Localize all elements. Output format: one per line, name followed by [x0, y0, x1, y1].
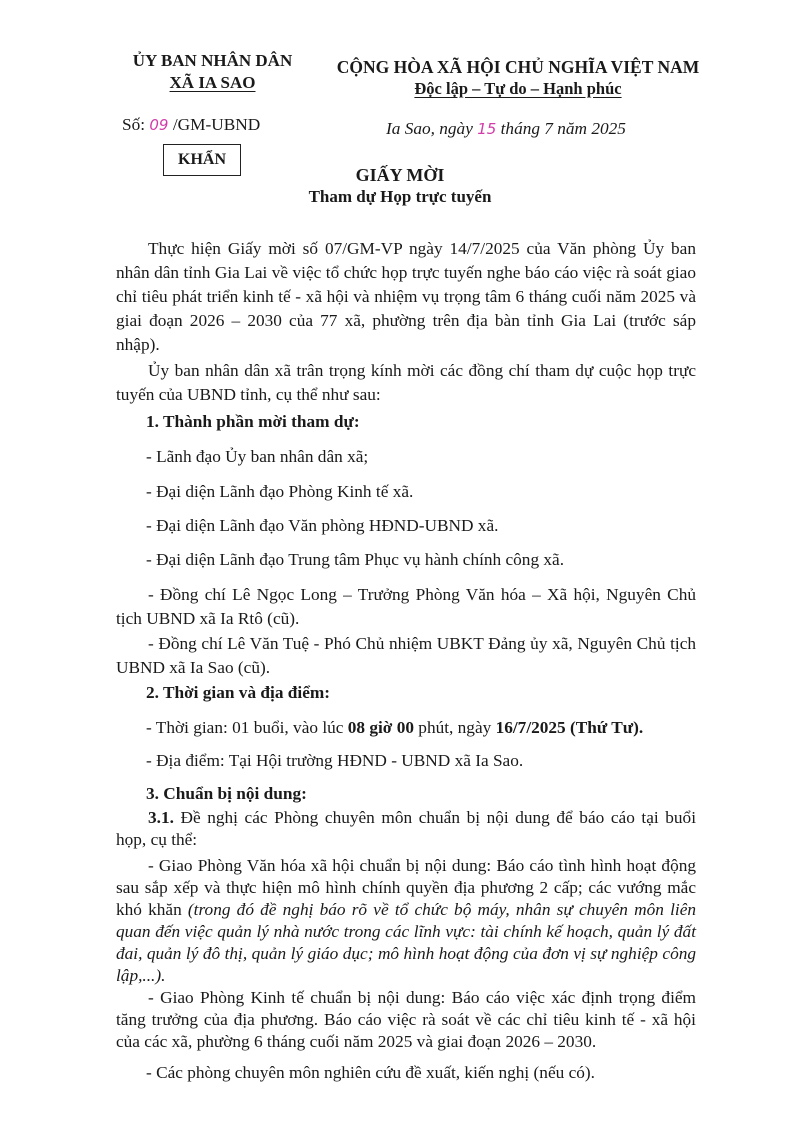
- document-title: GIẤY MỜI: [355, 165, 445, 185]
- doc-no-suffix: /GM-UBND: [172, 115, 261, 134]
- document-subtitle: Tham dự Họp trực tuyến: [308, 187, 492, 206]
- section-3-1-text: Đề nghị các Phòng chuyên môn chuẩn bị nội dung để báo cáo tại buổi họp, cụ thể:: [116, 808, 696, 849]
- attendee-item: - Lãnh đạo Ủy ban nhân dân xã;: [146, 447, 369, 466]
- culture-task-note: (trong đó đề nghị báo rõ về tổ chức bộ máy, nhân sự chuyên môn liên quan đến việc quản lý nhà nước trong các lĩnh vực: tài chính kế hoạch, quản lý đất đai, quản lý đô thị, quản lý giáo dục; mô hình hoạt động của đơn vị sự nghiệp công lập,...).: [116, 900, 697, 985]
- doc-no-prefix: Số:: [122, 115, 146, 134]
- proposal-note: - Các phòng chuyên môn nghiên cứu đề xuất, kiến nghị (nếu có).: [146, 1063, 595, 1082]
- intro-paragraph-2: Ủy ban nhân dân xã trân trọng kính mời các đồng chí tham dự cuộc họp trực tuyến của UBND tỉnh, cụ thể như sau:: [116, 361, 696, 404]
- meeting-time: [146, 716, 643, 740]
- date-suffix: tháng 7 năm 2025: [500, 119, 626, 138]
- nation-line2: Độc lập – Tự do – Hạnh phúc: [414, 79, 622, 98]
- doc-no-handwritten: 09: [149, 116, 169, 134]
- section-3-heading: 3. Chuẩn bị nội dung:: [146, 784, 307, 803]
- date-prefix: Ia Sao, ngày: [386, 119, 473, 138]
- national-motto: [318, 56, 718, 100]
- agency-line2: XÃ IA SAO: [169, 73, 256, 92]
- nation-line1: CỘNG HÒA XÃ HỘI CHỦ NGHĨA VIỆT NAM: [336, 57, 700, 77]
- culture-dept-task: [116, 855, 696, 987]
- attendee-item: - Đại diện Lãnh đạo Trung tâm Phục vụ hành chính công xã.: [146, 550, 565, 569]
- section-3-1-paragraph: [116, 807, 696, 851]
- intro-paragraph-1: Thực hiện Giấy mời số 07/GM-VP ngày 14/7/2025 của Văn phòng Ủy ban nhân dân tỉnh Gia Lai về việc tổ chức họp trực tuyến nghe báo cáo việc rà soát giao chỉ tiêu phát triển kinh tế - xã hội và nhiệm vụ trọng tâm 6 tháng cuối năm 2025 và giai đoạn 2026 – 2030 của 77 xã, phường trên địa bàn tỉnh Gia Lai (trước sáp nhập).: [116, 239, 696, 354]
- attendee-item: - Đại diện Lãnh đạo Phòng Kinh tế xã.: [146, 482, 414, 501]
- attendee-item: - Đồng chí Lê Ngọc Long – Trưởng Phòng Văn hóa – Xã hội, Nguyên Chủ tịch UBND xã Ia Rtô (cũ).: [116, 585, 696, 628]
- agency-name: [110, 50, 315, 94]
- document-date: [386, 117, 626, 141]
- time-date: 16/7/2025 (Thứ Tư).: [495, 718, 644, 737]
- section-1-heading: 1. Thành phần mời tham dự:: [146, 412, 360, 431]
- meeting-place: - Địa điểm: Tại Hội trường HĐND - UBND xã Ia Sao.: [146, 751, 524, 770]
- section-2-heading: 2. Thời gian và địa điểm:: [146, 683, 331, 702]
- section-3-1-number: 3.1.: [148, 808, 174, 827]
- time-prefix: - Thời gian: 01 buổi, vào lúc: [146, 718, 348, 737]
- culture-task-text: - Giao Phòng Văn hóa xã hội chuẩn bị nội dung: Báo cáo tình hình hoạt động sau sắp xếp và thực hiện mô hình chính quyền địa phương 2 cấp; các vướng mắc khó khăn: [116, 856, 696, 919]
- time-mid: phút, ngày: [413, 718, 496, 737]
- urgency-stamp: KHẨN: [163, 144, 241, 176]
- attendee-item: - Đồng chí Lê Văn Tuệ - Phó Chủ nhiệm UBKT Đảng ủy xã, Nguyên Chủ tịch UBND xã Ia Sao (cũ).: [116, 634, 696, 677]
- economy-dept-task: - Giao Phòng Kinh tế chuẩn bị nội dung: Báo cáo việc xác định trọng điểm tăng trưởng của địa phương. Báo cáo việc rà soát về các chỉ tiêu kinh tế - xã hội của các xã, phường 6 tháng cuối năm 2025 và giai đoạn 2026 – 2030.: [116, 988, 696, 1051]
- time-hour: 08 giờ 00: [347, 718, 414, 737]
- document-number: [122, 113, 260, 137]
- attendee-item: - Đại diện Lãnh đạo Văn phòng HĐND-UBND xã.: [146, 516, 499, 535]
- agency-line1: ỦY BAN NHÂN DÂN: [132, 51, 293, 70]
- date-day-handwritten: 15: [477, 120, 497, 138]
